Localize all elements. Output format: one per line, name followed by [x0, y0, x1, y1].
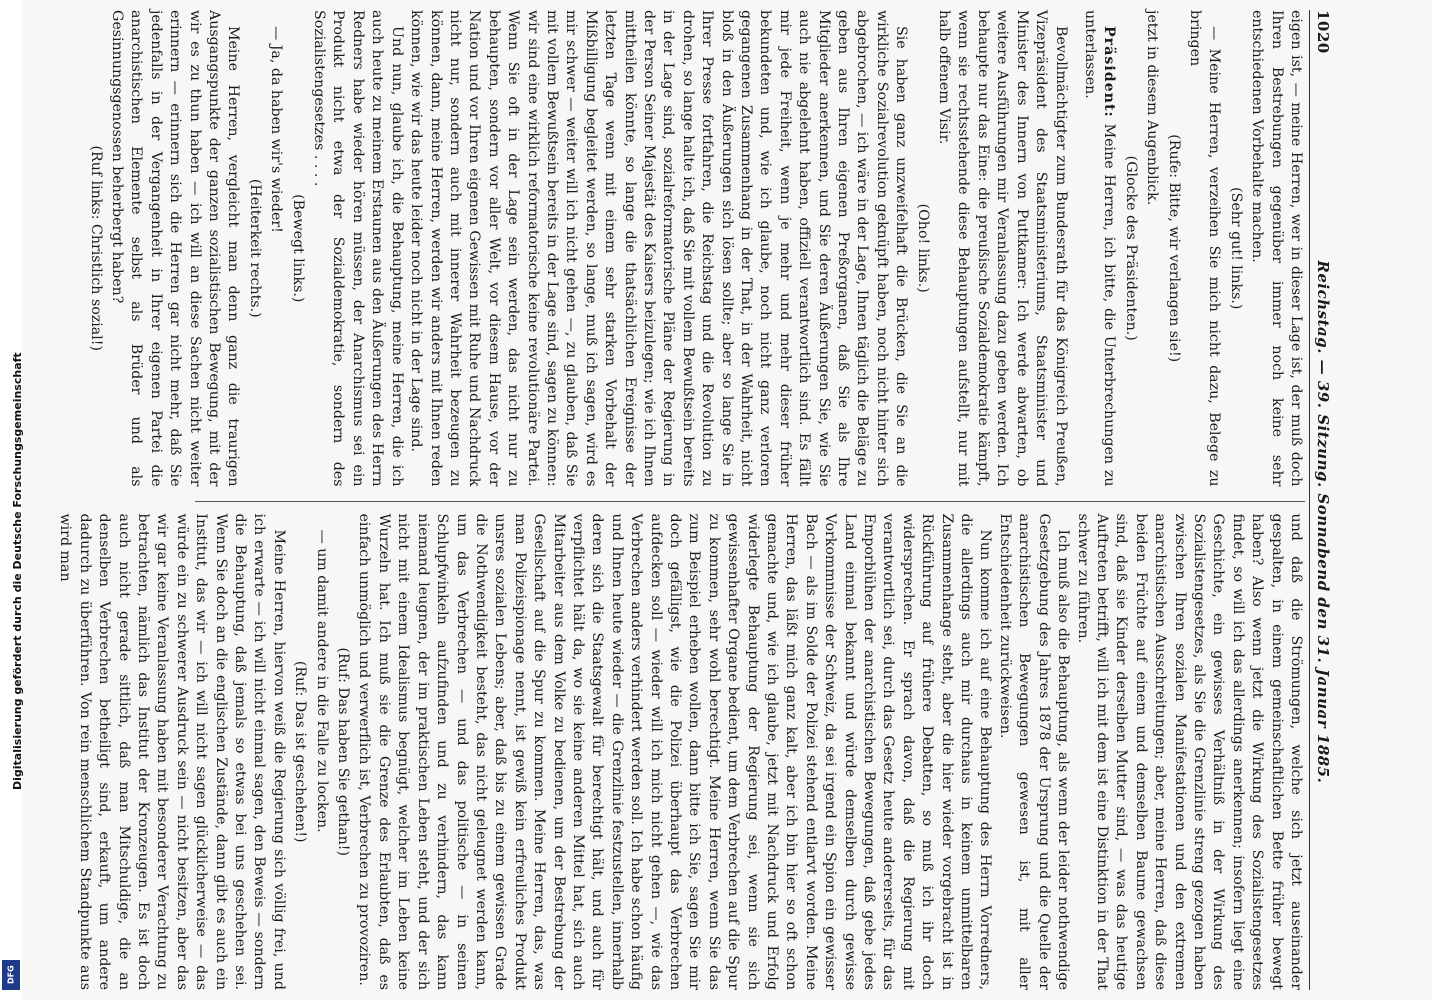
paragraph: Nun komme ich auf eine Behauptung des Herrn Vorredners, die allerdings auch mir durchaus in keinem unmittelbaren Zusammenhange steht, aber die hier wieder vorgebracht ist in Rückführung auf frühere Debatten, so muß ich ihr doch widersprechen. Er sprach davon, daß die Regierung mit verantwortlich sei, durch das Gesetz heute andererseits, für das Emporblühen der anarchistischen Bewegungen, daß gebe jedes Land einmal bekannt und würde demselben durch gewisse Vorkommnisse der Schweiz, da sei irgend ein Spion ein gewisser Bach — als im Solde der Polizei stehend entlarvt worden. Meine Herren, das läßt mich ganz kalt, aber ich bin hier so oft schon gemachte und, wie ich glaube, jetzt mit Nachdruck und Erfolg widerlegte Behauptung der Regierung sei, wenn sie sich gewissenhafter Organe bedient, um dem Verbrechen auf die Spur zu kommen, sehr wohl berechtigt. Meine Herren, wenn Sie das zum Beispiel erheben wollen, dann bitte ich Sie, sagen Sie mir doch gefälligst, wie die Polizei überhaupt das Verbrechen aufdecken soll — wieder will ich mich nicht gehen —, wie das Verbrechen anders verhindert werden soll. Ich habe schon häufig und Ihnen heute wieder — die Grenzlinie festzustellen, innerhalb deren sich die Staatsgewalt für berechtigt hält, und auch für verpflichtet hält da, wo sie keine anderen Mittel hat, sich auch Mitarbeiter aus dem Volke zu bedienen, um der Bestrebung der Gesellschaft auf die Spur zu kommen. Meine Herren, das, was man Polizeispionage nennt, ist gewiß kein erfreuliches Produkt unsres sozialen Lebens; aber, daß bis zu einem gewissen Grade die Nothwendigkeit besteht, das nicht geleugnet werden kann, um das Verbrechen — und das politische — in seinen Schlupfwinkeln aufzufinden und zu verhindern, das kann niemand leugnen, der im praktischen Leben steht, und der sich nicht mit einem Idealismus begnügt, welcher im Leben keine Wurzeln hat. Ich muß sie die Grenze des Erlaubten, daß es einfach unmöglich und verwerflich ist, Verbrechen zu provoziren.: [356, 513, 994, 990]
page-header: [1309, 10, 1332, 990]
page-number: 1020: [1314, 10, 1332, 54]
interjection: (Bewegt links.): [289, 194, 306, 303]
paragraph: — um damit andere in die Falle zu locken.: [313, 529, 330, 833]
running-title: Reichstag. — 39. Sitzung. Sonnabend den 31. Januar 1885.: [1314, 260, 1332, 784]
paragraph: — Meine Herren, verzeihen Sie mich nicht dazu, Belege zu bringen: [1186, 10, 1223, 487]
president-paragraph: [1080, 10, 1119, 487]
speaker-name: Präsident:: [1101, 26, 1118, 118]
interjection: (Glocke des Präsidenten.): [1122, 155, 1139, 341]
digitization-credit: Digitalisierung gefördert durch die Deutsche Forschungsgemeinschaft: [11, 352, 24, 790]
paragraph: und daß die Strömungen, welche sich jetzt auseinander gespalten, in einem gemeinschaftlichen Bette früher bewegt haben? Also wenn jetzt die Wirkung des Sozialistengesetzes findet, so will ich das allerdings anerkennen; insofern liegt eine Geschichte, ein gewisses Verhältniß in der Wirkung des Sozialistengesetzes, als Sie die Grenzlinie streng gezogen haben zwischen Ihren sozialen Manifestationen und den extremen anarchistischen Ausschreitungen; aber, meine Herren, daß diese beiden Früchte auf einem und demselben Baume gewachsen sind, daß sie Kinder derselben Mutter sind, — was das heutige Auftreten betrifft, will ich mit dem ist eine Distinktion in der That schwer zu führen.: [1074, 513, 1304, 990]
paragraph: eigen ist, — meine Herren, wer in dieser Lage ist, der muß doch Ihren Bestrebungen gegenüber immer noch keine sehr entschiedenen Vorbehalte machen.: [1249, 10, 1304, 487]
rotated-document-page: [57, 0, 1338, 1000]
interjection: (Ruf: Das ist geschehen!): [292, 660, 309, 843]
paragraph: Meine Herren, vergleicht man denn ganz die traurigen Ausgangspunkte der ganzen sozialistischen Bewegung, mit der wir es zu thun haben — ich will an diese Sachen nicht weiter erinnern — erinnern sich die Herren gar nicht mehr, daß Sie jedenfalls in der Vergangenheit in Ihrer eigenen Partei die anarchistischen Elemente selbst als Brüder und als Gesinnungsgenossen beherbergt haben?: [109, 10, 242, 487]
paragraph: Meine Herren, hiervon weiß die Regierung sich völlig frei, und ich erwarte — ich will nicht einmal sagen, den Beweis — sondern die Behauptung, daß jemals so etwas bei uns geschehen sei. Wenn Sie doch an die englischen Zustände, dann gibt es auch ein Institut, das wir — ich will nicht sagen glücklicherweise — das würde ein zu schwerer Ausdruck sein — nicht besitzen, aber das wir gar keine Veranlassung haben mit besonderer Verachtung zu betrachten, nämlich das Institut der Kronzeugen. Es ist doch auch nicht gerade sittlich, daß man Mitschuldige, die an denselben Verbrechen betheiligt sind, erkauft, um andere dadurch zu überführen. Von rein menschlichem Standpunkte aus wird man: [57, 513, 287, 990]
paragraph: — Ja, da haben wir's wieder!: [268, 26, 285, 233]
paragraph: Und nun, glaube ich, die Behauptung, meine Herren, die ich auch heute zu meinem Erstaunen aus den Äußerungen des Herrn Redners habe wieder hören müssen, der Anarchismus sei ein Produkt nicht etwa der Sozialdemokratie, sondern des Sozialistengesetzes . . . .: [311, 10, 405, 487]
interjection: (Sehr gut! links.): [1227, 187, 1244, 310]
spacer: [1070, 10, 1080, 487]
interjection: (Rufe: Bitte, wir verlangen sie!): [1165, 134, 1182, 363]
interjection: (Oho! links.): [914, 203, 931, 293]
paragraph: Sie haben ganz unzweifelhaft die Brücken, die Sie an die wirkliche Sozialrevolution geknüpft haben, noch nicht hinter sich abgebrochen, — ich wäre in der Lage, Ihnen täglich die Beläge zu geben aus Ihren eigenen Preßorganen, daß Sie als Ihre Mitglieder anerkennen, und Sie deren Äußerungen Sie, wie Sie auch nie abgelehnt haben, offiziell verantwortlich sind. Es fällt mir jede Freiheit, wenn je mehr und mehr dieser früher bekundeten und, wie ich glaube, noch nicht ganz verloren gegangenen Zusammenhang in der That, in der Wahrheit, nicht bloß in den Äußerungen sich lösen sollte; aber so lange Sie in Ihrer Presse fortfahren, die Reichstag und die Revolution zu drohen, so lange halte ich, daß Sie mit vollem Bewußtsein bereits in der Lage sind, sozialreformatorische Pläne der Regierung in der Person Seiner Majestät des Kaisers beizulegen; wie ich Ihnen mittheilen könnte, so lange die thatsächlichen Ereignisse der letzten Tage wenn mit einem sehr starken Vorbehalt der Mißbilligung begleitet werden, so lange, muß ich sagen, wird es mir schwer — weiter will ich nicht gehen —, zu glauben, daß Sie mit vollem Bewußtsein bereits in der Lage sind, sagen zu können: wir sind eine wirklich reformatorische keine revolutionäre Partei. Wenn Sie oft in der Lage sein werden, das nicht nur zu behaupten, sondern vor aller Welt, vor diesem Hause, vor der Nation und vor Ihren eigenen Gewissen mit Ruhe und Nachdruck nicht nur, sondern auch mit innerer Wahrheit bezeugen zu können, dann, meine Herren, werden wir anders mit Ihnen reden können, wie wir das heute leider noch nicht in der Lage sind.: [408, 10, 910, 487]
dfg-logo: DFG: [2, 960, 20, 990]
speech-text: Meine Herren, ich bitte, die Unterbrechungen zu unterlassen.: [1081, 10, 1118, 487]
interjection: (Ruf: Das haben Sie gethan!): [335, 647, 352, 857]
interjection: (Ruf links: Christlich sozial!): [87, 145, 104, 352]
interjection: (Heiterkeit rechts.): [246, 178, 263, 318]
paragraph: jetzt in diesem Augenblick.: [1144, 10, 1161, 206]
right-column: [57, 501, 1305, 991]
paragraph: Bevollmächtigter zum Bundesrath für das Königreich Preußen, Vizepräsident des Staatsministeriums, Staatsminister und Minister des Innern von Puttkamer: Ich werde abwarten, ob weitere Ausführungen mir Veranlassung dazu geben werden. Ich behaupte nur das Eine: die preußische Sozialdemokratie kämpft, wenn sie rechtsstehende diese Behauptungen aufstellt, nur mit halb offenem Visir.: [936, 10, 1069, 487]
paragraph: Ich muß also die Behauptung, als wenn der leider nothwendige Gesetzgebung des Jahres 1878 der Ursprung und die Quelle der anarchistischen Bewegungen gewesen ist, mit aller Entschiedenheit zurückweisen.: [996, 513, 1072, 990]
text-columns: [57, 10, 1305, 990]
left-column: [87, 10, 1305, 487]
